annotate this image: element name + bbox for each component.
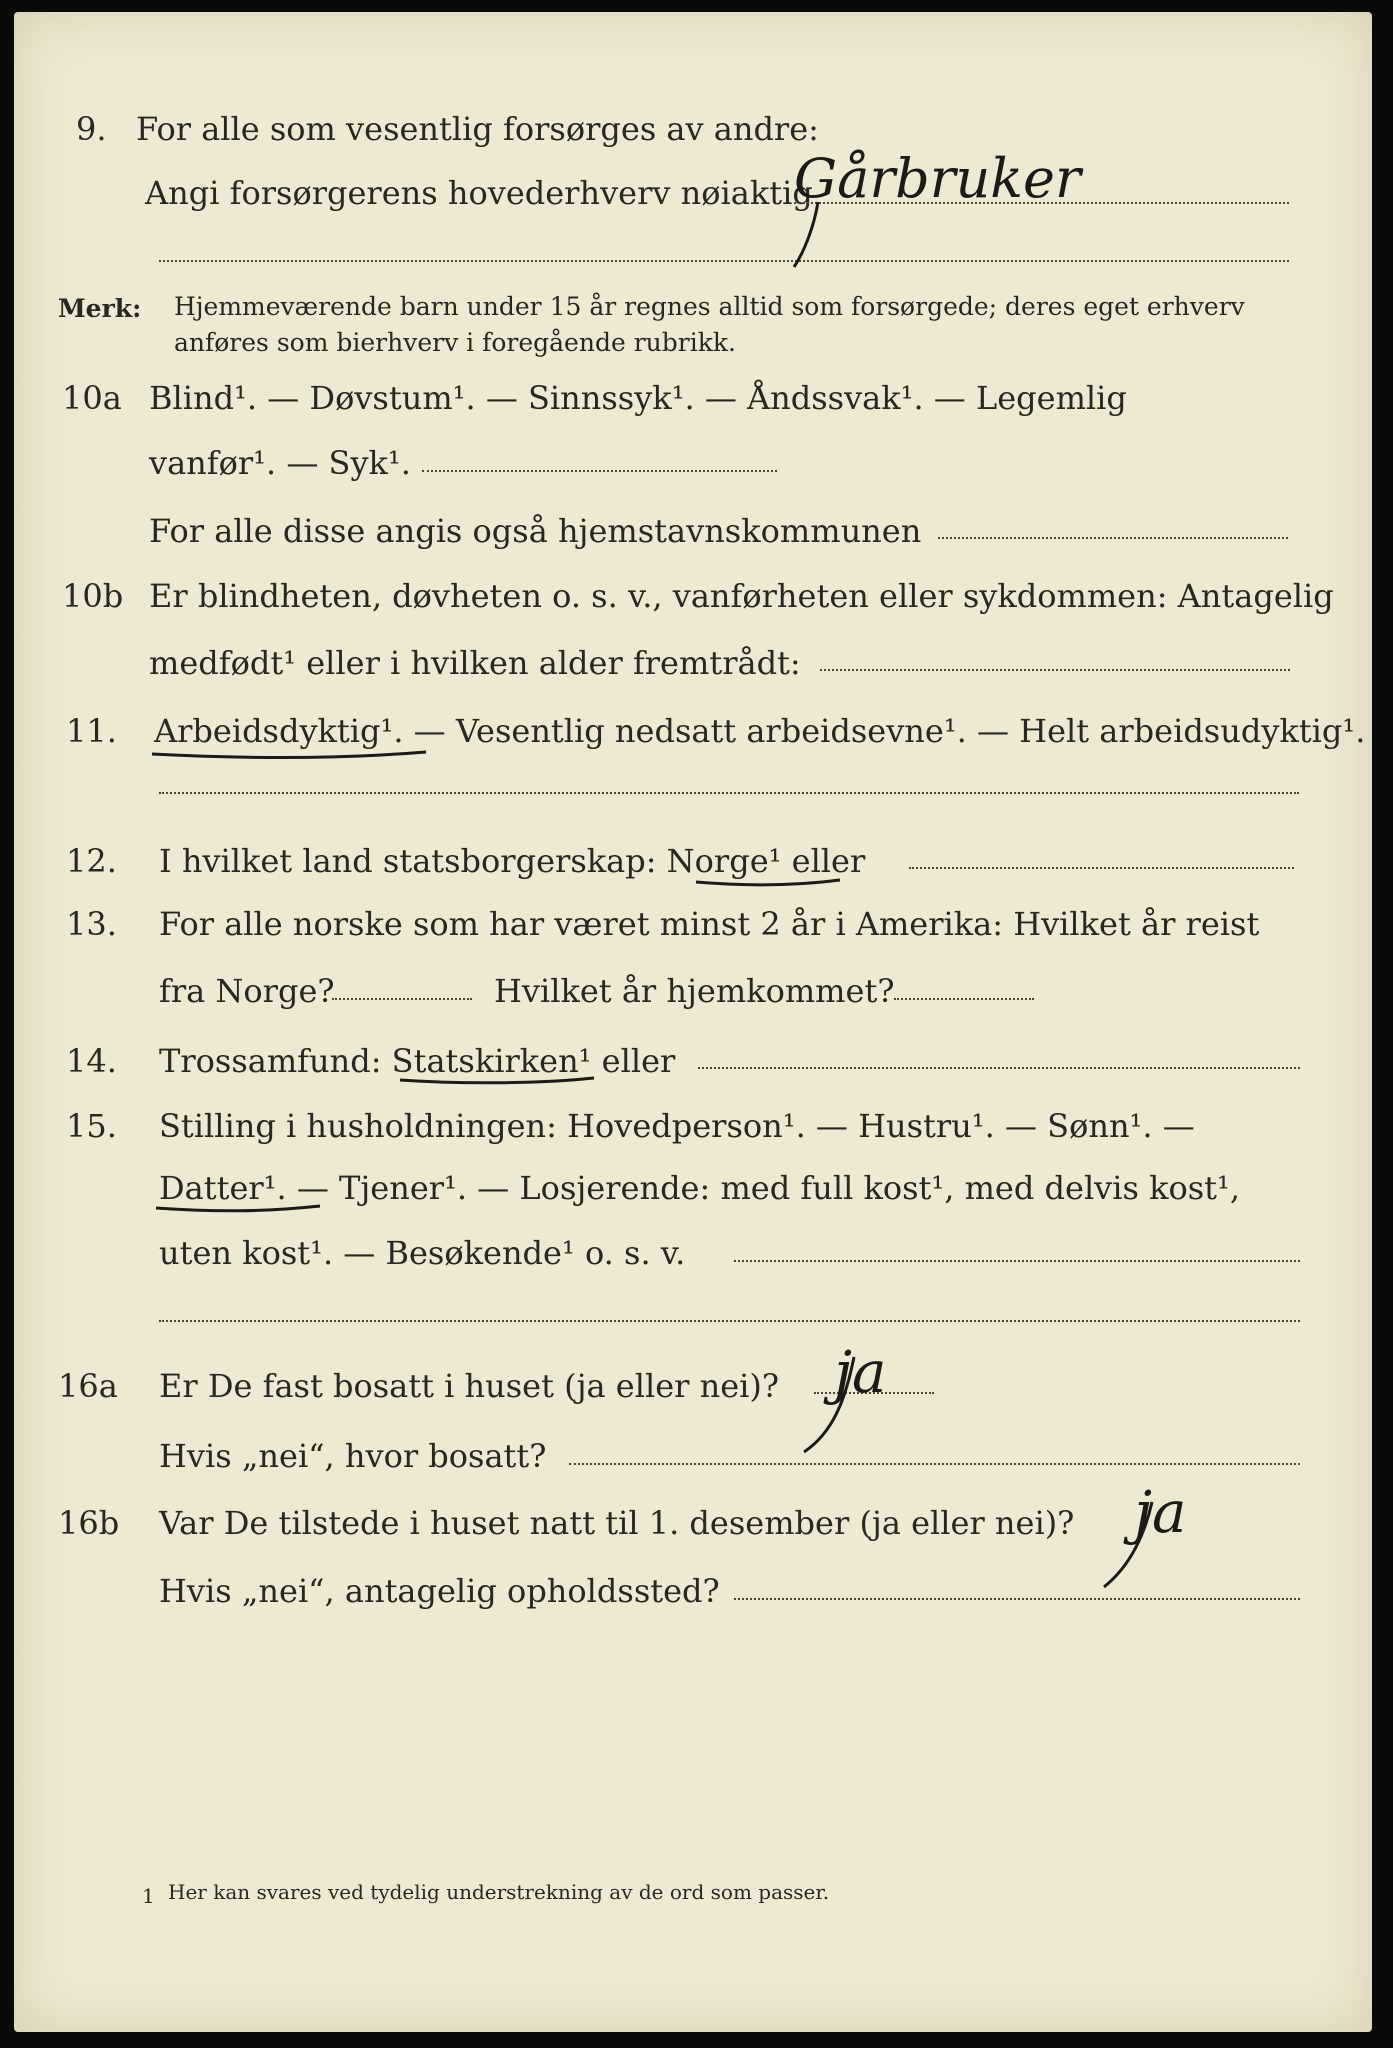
q11-number: 11. [66, 712, 117, 750]
q9-pen-stroke [794, 202, 818, 267]
q11-line1: Arbeidsdyktig¹. — Vesentlig nedsatt arbeidsevne¹. — Helt arbeidsudyktig¹. [154, 712, 1366, 750]
q15-answer-line-2 [159, 1320, 1300, 1322]
q10a-line2: vanfør¹. — Syk¹. [149, 444, 411, 482]
q14-underline [398, 1074, 598, 1090]
q16a-answer-text: ja [834, 1338, 887, 1406]
q12-underline [694, 874, 844, 892]
q16a-handwritten-answer [784, 1312, 964, 1462]
q15-line2: Datter¹. — Tjener¹. — Losjerende: med full kost¹, med delvis kost¹, [159, 1169, 1241, 1207]
q14-line1: Trossamfund: Statskirken¹ eller [159, 1042, 676, 1080]
q9-number: 9. [76, 110, 107, 148]
q9-line2: Angi forsørgerens hovederhverv nøiaktig [145, 174, 813, 212]
q15-number: 15. [66, 1107, 117, 1145]
q9-handwritten-answer [784, 132, 1284, 277]
q15-underline [154, 1200, 324, 1218]
q10a-hjemstavn-line [938, 537, 1288, 539]
q15-answer-line [734, 1260, 1300, 1262]
q15-line1: Stilling i husholdningen: Hovedperson¹. — Hustru¹. — Sønn¹. — [159, 1107, 1195, 1145]
q16b-line1: Var De tilstede i huset natt til 1. desember (ja eller nei)? [159, 1504, 1075, 1542]
q13-year-returned-line [894, 998, 1034, 1000]
q16a-line2: Hvis „nei“, hvor bosatt? [159, 1437, 547, 1475]
q9-line1: For alle som vesentlig forsørges av andre: [136, 110, 819, 148]
q14-answer-line [698, 1067, 1300, 1069]
q10b-line1: Er blindheten, døvheten o. s. v., vanførheten eller sykdommen: Antagelig [149, 577, 1334, 615]
footnote-mark: 1 [142, 1884, 155, 1908]
footnote-text: Her kan svares ved tydelig understrekning av de ord som passer. [168, 1880, 830, 1904]
q10b-line2: medfødt¹ eller i hvilken alder fremtrådt: [149, 644, 801, 682]
q11-underline [150, 744, 430, 764]
q11-answer-line [159, 792, 1299, 794]
q13-line2b: Hvilket år hjemkommet? [494, 972, 895, 1010]
q10a-number: 10a [62, 379, 122, 417]
merk-label: Merk: [58, 294, 142, 323]
q12-number: 12. [66, 842, 117, 880]
q13-number: 13. [66, 905, 117, 943]
q13-line1: For alle norske som har været minst 2 år i Amerika: Hvilket år reist [159, 905, 1260, 943]
q16b-line2: Hvis „nei“, antagelig opholdssted? [159, 1572, 720, 1610]
q16b-answer-text: ja [1134, 1478, 1187, 1546]
q16a-line1: Er De fast bosatt i huset (ja eller nei)? [159, 1367, 780, 1405]
q10a-line3: For alle disse angis også hjemstavnskommunen [149, 512, 922, 550]
q16b-number: 16b [58, 1504, 120, 1542]
q14-number: 14. [66, 1042, 117, 1080]
q10b-answer-line [820, 669, 1290, 671]
q16b-handwritten-answer [1074, 1462, 1274, 1602]
census-form-page [14, 12, 1372, 2032]
merk-line2: anføres som bierhverv i foregående rubrikk. [174, 328, 736, 357]
q10a-line1: Blind¹. — Døvstum¹. — Sinnssyk¹. — Åndssvak¹. — Legemlig [149, 379, 1127, 417]
q13-line2a: fra Norge? [159, 972, 335, 1010]
q16a-number: 16a [58, 1367, 118, 1405]
merk-line1: Hjemmeværende barn under 15 år regnes alltid som forsørgede; deres eget erhverv [174, 292, 1245, 321]
q13-year-left-line [332, 998, 472, 1000]
q10b-number: 10b [62, 577, 124, 615]
q15-line3: uten kost¹. — Besøkende¹ o. s. v. [159, 1234, 686, 1272]
q10a-syk-line [422, 470, 777, 472]
q12-line1: I hvilket land statsborgerskap: Norge¹ eller [159, 842, 866, 880]
q9-answer-text: Gårbruker [794, 147, 1081, 210]
q12-answer-line [909, 867, 1294, 869]
